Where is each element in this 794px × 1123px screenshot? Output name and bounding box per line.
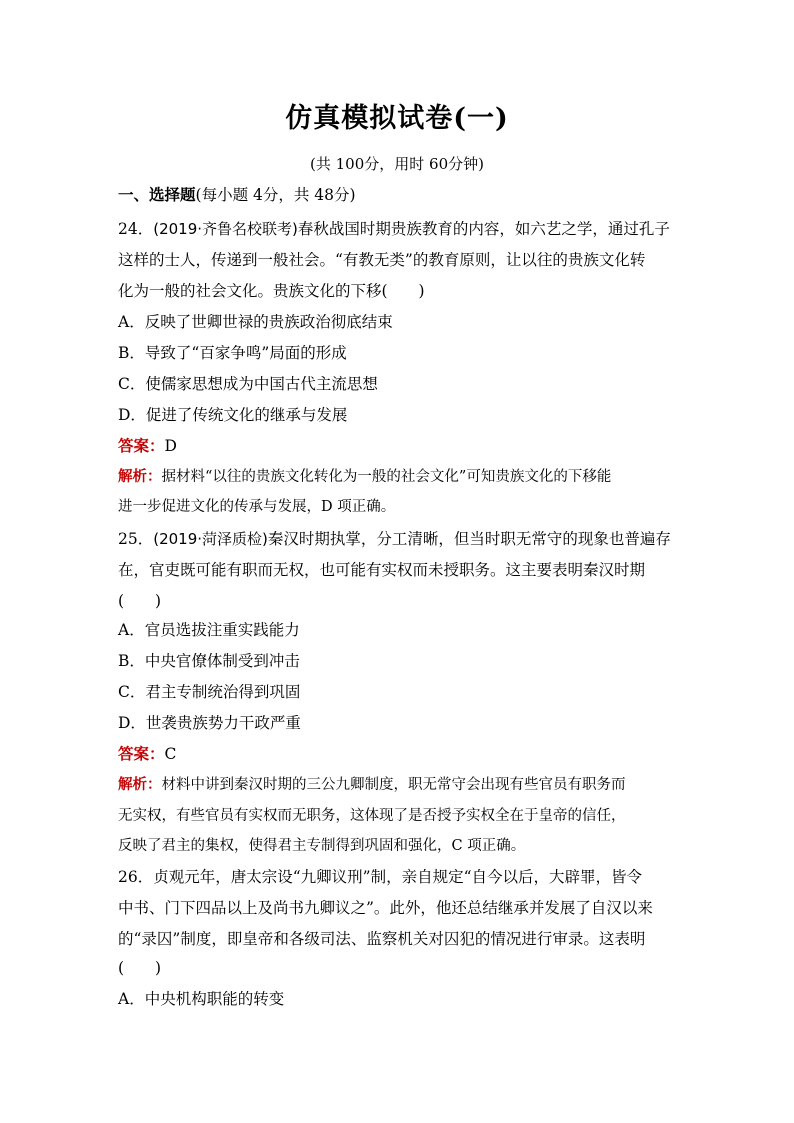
section-title: 一、选择题 <box>118 185 196 204</box>
q26-text-1: 贞观元年，唐太宗设“九卿议刑”制，亲自规定“自今以后，大辟罪，皆令 <box>153 868 643 886</box>
q25-answer-value: C <box>164 745 177 763</box>
page-subtitle: (共 100分，用时 60分钟) <box>310 155 484 173</box>
q26-line-4: ( ) <box>118 959 162 977</box>
q24-option-b: B．导致了“百家争鸣”局面的形成 <box>118 344 347 362</box>
q25-line-1 <box>118 529 678 549</box>
q25-explanation-3: 反映了君主的集权，使得君主专制得到巩固和强化，C 项正确。 <box>118 838 526 854</box>
q24-line-3: 化为一般的社会文化。贵族文化的下移( ) <box>118 282 425 300</box>
page-title: 仿真模拟试卷(一) <box>285 103 509 134</box>
q25-answer <box>118 744 678 764</box>
q24-line-2: 这样的士人，传递到一般社会。“有教无类”的教育原则，让以往的贵族文化转 <box>118 251 646 269</box>
q24-answer-value: D <box>164 437 177 455</box>
q25-answer-label: 答案： <box>118 744 165 763</box>
q24-expl-text-1: 据材料“以往的贵族文化转化为一般的社会文化”可知贵族文化的下移能 <box>161 469 612 485</box>
q25-line-3: ( ) <box>118 592 162 610</box>
q24-source: (2019·齐鲁名校联考) <box>153 220 298 238</box>
q24-answer-label: 答案： <box>118 436 165 455</box>
section-note: (每小题 4分，共 48分) <box>195 186 356 204</box>
q24-number: 24． <box>118 220 154 238</box>
q24-expl-label: 解析： <box>118 468 162 485</box>
q24-option-a: A．反映了世卿世禄的贵族政治彻底结束 <box>118 313 393 331</box>
q25-text-1: 秦汉时期执掌，分工清晰，但当时职无常守的现象也普遍存 <box>267 530 671 548</box>
q26-option-a: A．中央机构职能的转变 <box>118 990 285 1008</box>
q26-line-1 <box>118 867 678 887</box>
q24-explanation-2: 进一步促进文化的传承与发展，D 项正确。 <box>118 499 396 515</box>
q25-option-a: A．官员选拔注重实践能力 <box>118 621 300 639</box>
q25-option-c: C．君主专制统治得到巩固 <box>118 683 301 701</box>
q25-expl-label: 解析： <box>118 776 162 793</box>
q26-number: 26． <box>118 868 154 886</box>
q26-line-3: 的“录囚”制度，即皇帝和各级司法、监察机关对囚犯的情况进行审录。这表明 <box>118 930 646 948</box>
section-heading <box>118 183 356 205</box>
q25-explanation-1 <box>118 775 678 795</box>
q24-option-d: D．促进了传统文化的继承与发展 <box>118 406 348 424</box>
q25-option-d: D．世袭贵族势力干政严重 <box>118 714 301 732</box>
q25-line-2: 在，官吏既可能有职而无权，也可能有实权而未授职务。这主要表明秦汉时期 <box>118 561 646 579</box>
q25-option-b: B．中央官僚体制受到冲击 <box>118 652 300 670</box>
q25-expl-text-1: 材料中讲到秦汉时期的三公九卿制度，职无常守会出现有些官员有职务而 <box>161 777 626 793</box>
q24-line-1 <box>118 219 678 239</box>
q24-option-c: C．使儒家思想成为中国古代主流思想 <box>118 375 378 393</box>
q24-text-1: 春秋战国时期贵族教育的内容，如六艺之学，通过孔子 <box>297 220 670 238</box>
q24-answer <box>118 436 678 456</box>
q25-source: (2019·菏泽质检) <box>153 530 268 548</box>
q26-line-2: 中书、门下四品以上及尚书九卿议之”。此外，他还总结继承并发展了自汉以来 <box>118 899 653 917</box>
q25-explanation-2: 无实权，有些官员有实权而无职务，这体现了是否授予实权全在于皇帝的信任， <box>118 808 626 824</box>
q25-number: 25． <box>118 530 154 548</box>
q24-explanation-1 <box>118 467 678 487</box>
